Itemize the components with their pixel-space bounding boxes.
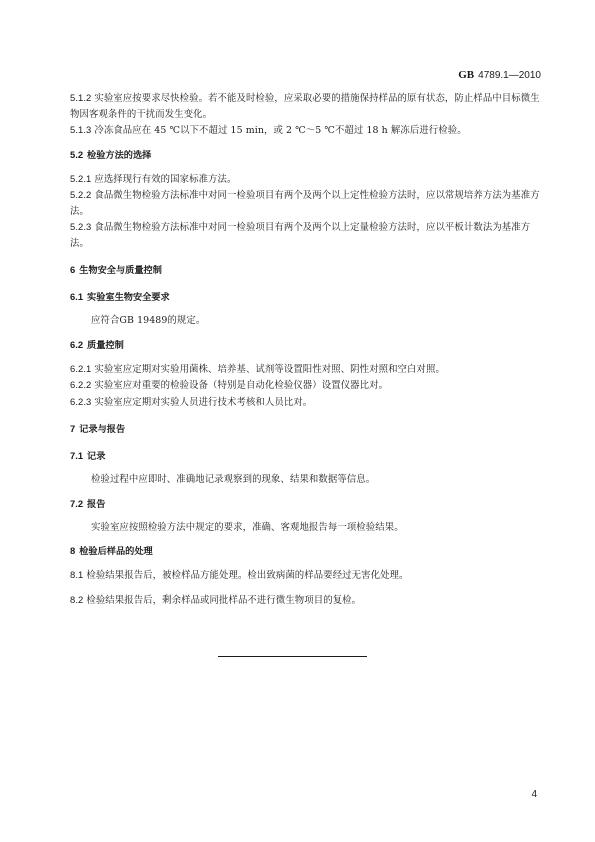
standard-code: GB [458, 69, 475, 81]
heading-number: 7.2 [70, 497, 84, 509]
clause-text: 冷冻食品应在 45 ℃以下不超过 15 min，或 2 ℃～5 ℃不超过 18 h 解冻后进行检验。 [94, 125, 467, 136]
clause-number: 8.2 [70, 593, 84, 605]
heading-8 [70, 543, 541, 559]
clause-5-2-1 [70, 171, 541, 188]
clause-text: 实验室应定期对实验用菌株、培养基、试剂等设置阳性对照、阴性对照和空白对照。 [94, 363, 445, 375]
page-number: 4 [531, 789, 537, 800]
clause-number: 5.2.1 [70, 172, 92, 184]
heading-title: 实验室生物安全要求 [87, 292, 170, 303]
heading-number: 6.2 [70, 338, 84, 350]
clause-text: 检验结果报告后，剩余样品或同批样品不进行微生物项目的复检。 [86, 594, 362, 606]
clause-number: 6.2.1 [70, 362, 92, 374]
heading-6 [70, 262, 541, 278]
heading-5-2 [70, 147, 541, 163]
clause-5-1-3 [70, 122, 541, 139]
clause-7-1-body: 检验过程中应即时、准确地记录观察到的现象、结果和数据等信息。 [91, 474, 376, 485]
clause-7-2-body: 实验室应按照检验方法中规定的要求，准确、客观地报告每一项检验结果。 [91, 521, 404, 533]
clause-6-2-1 [70, 361, 541, 378]
heading-title: 生物安全与质量控制 [79, 265, 162, 276]
clause-text: 实验室应定期对实验人员进行技术考核和人员比对。 [94, 396, 313, 408]
heading-6-1 [70, 289, 541, 305]
clause-6-2-2 [70, 377, 541, 394]
standard-header [458, 69, 541, 81]
heading-7-1 [70, 448, 541, 464]
standard-number: 4789.1—2010 [478, 70, 541, 81]
heading-number: 6 [70, 264, 76, 275]
clause-text: 应选择现行有效的国家标准方法。 [94, 173, 237, 185]
clause-8-1 [70, 567, 541, 584]
heading-number: 7 [70, 423, 76, 434]
clause-text: 实验室应按要求尽快检验。若不能及时检验，应采取必要的措施保持样品的原有状态，防止样品中目标微生物因客观条件的干扰而发生变化。 [70, 93, 540, 120]
heading-title: 检验后样品的处理 [79, 546, 153, 557]
heading-7-2 [70, 496, 541, 512]
heading-number: 8 [70, 545, 76, 556]
clause-number: 8.1 [70, 569, 84, 580]
end-divider [218, 656, 367, 657]
clause-5-2-2 [70, 187, 541, 219]
heading-title: 记录与报告 [79, 424, 126, 435]
heading-title: 检验方法的选择 [87, 149, 152, 161]
clause-text: 食品微生物检验方法标准中对同一检验项目有两个及两个以上定性检验方法时，应以常规培养方法为基准方法。 [70, 190, 540, 217]
heading-6-2 [70, 337, 541, 353]
heading-title: 质量控制 [87, 339, 124, 351]
clause-6-1-body: 应符合GB 19489的规定。 [91, 315, 206, 326]
heading-number: 5.2 [70, 148, 84, 160]
heading-title: 报告 [87, 498, 106, 510]
clause-number: 5.2.2 [70, 189, 92, 200]
clause-5-2-3 [70, 219, 541, 251]
clause-number: 5.1.3 [70, 124, 92, 135]
heading-title: 记录 [87, 451, 106, 462]
clause-6-2-3 [70, 394, 541, 411]
clause-number: 6.2.3 [70, 395, 92, 407]
clause-text: 检验结果报告后，被检样品方能处理。检出致病菌的样品要经过无害化处理。 [86, 570, 409, 581]
clause-number: 5.1.2 [70, 92, 92, 103]
clause-8-2 [70, 592, 541, 609]
document-body [70, 90, 541, 608]
clause-text: 食品微生物检验方法标准中对同一检验项目有两个及两个以上定量检验方法时，应以平板计数法为基准方法。 [70, 222, 531, 249]
heading-number: 6.1 [70, 291, 84, 302]
clause-number: 5.2.3 [70, 221, 92, 232]
clause-number: 6.2.2 [70, 379, 92, 390]
heading-7 [70, 421, 541, 437]
clause-5-1-2 [70, 90, 541, 122]
heading-number: 7.1 [70, 450, 84, 461]
clause-text: 实验室应对重要的检验设备（特别是自动化检验仪器）设置仪器比对。 [94, 380, 389, 391]
